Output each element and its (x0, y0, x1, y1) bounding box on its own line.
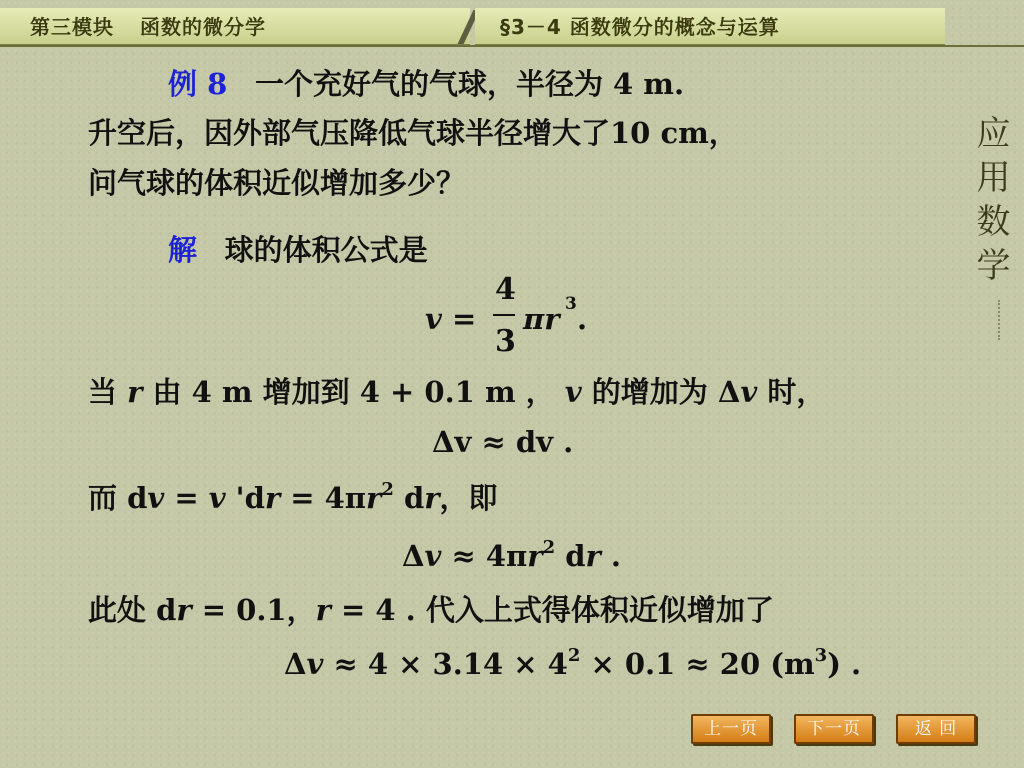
volume-formula (425, 272, 615, 367)
example-line-3: 问气球的体积近似增加多少？ (88, 166, 466, 200)
text-segment: 时， (757, 375, 826, 409)
var-r: r (315, 593, 331, 627)
text-segment: d (393, 481, 425, 515)
exponent: 3 (814, 645, 828, 667)
text-segment: 而 d (88, 481, 148, 515)
result-equation (284, 646, 861, 682)
substitution-line (88, 592, 774, 628)
formula-lhs: v = (425, 302, 477, 336)
text-segment: Δ (402, 539, 425, 573)
text-segment: = 0.1， (191, 593, 316, 627)
text-segment: 此处 d (88, 593, 177, 627)
text-segment: d (244, 481, 265, 515)
example-label: 例 8 (168, 67, 228, 101)
header-rule (0, 45, 1024, 47)
var-r: r (424, 481, 440, 515)
exponent: 2 (542, 537, 556, 559)
chapter-label: 函数的微分学 (140, 15, 266, 39)
side-decoration (998, 300, 1004, 340)
back-button[interactable]: 返 回 (896, 714, 976, 744)
solution-label: 解 (168, 233, 198, 267)
formula-exponent: 3 (565, 294, 577, 314)
text-segment: Δ (284, 647, 307, 681)
approx-equation-2 (402, 538, 621, 574)
text-segment: 由 4 m 增加到 4 + 0.1 m ， (142, 375, 565, 409)
text-segment: 的增加为 Δ (581, 375, 741, 409)
example-line-1 (168, 66, 684, 102)
var-r: r (127, 375, 143, 409)
prev-page-button[interactable]: 上一页 (691, 714, 771, 744)
var-r: r (527, 539, 543, 573)
formula-rhs: πr (523, 302, 560, 336)
text-segment: 当 (88, 375, 128, 409)
text-segment: ) . (827, 647, 862, 681)
var-r: r (264, 481, 281, 515)
text-segment: = 4 . 代入上式得体积近似增加了 (330, 593, 774, 627)
example-line-2: 升空后，因外部气压降低气球半径增大了10 cm， (88, 116, 738, 150)
text-segment: = 4π (280, 481, 367, 515)
next-page-button[interactable]: 下一页 (794, 714, 874, 744)
example-text-1: 一个充好气的气球，半径为 4 m. (254, 67, 685, 101)
formula-numerator: 4 (495, 272, 516, 307)
text-segment: ，即 (439, 481, 498, 515)
formula-period: . (577, 302, 588, 336)
fraction-bar (493, 314, 515, 316)
header-bar (0, 0, 1024, 45)
var-r: r (366, 481, 382, 515)
var-v: v (147, 481, 165, 515)
side-title: 应用数学 (970, 115, 1010, 291)
text-segment: . (600, 539, 621, 573)
var-r: r (585, 539, 601, 573)
text-segment: × 0.1 ≈ 20 (m (580, 647, 815, 681)
solution-intro: 球的体积公式是 (224, 233, 428, 267)
text-segment: ≈ 4 × 3.14 × 4 (323, 647, 568, 681)
differential-line (88, 480, 498, 516)
formula-denominator: 3 (495, 324, 516, 359)
var-r: r (176, 593, 192, 627)
exponent: 2 (567, 645, 581, 667)
text-segment: = (164, 481, 209, 515)
var-v-prime: v ' (208, 481, 245, 515)
module-label: 第三模块 (30, 15, 114, 39)
text-segment: ≈ 4π (441, 539, 528, 573)
text-segment: d (555, 539, 586, 573)
var-v: v (424, 539, 442, 573)
var-v: v (564, 375, 582, 409)
approx-equation-1: Δv ≈ dv . (432, 425, 574, 459)
section-title: §3－4 函数微分的概念与运算 (500, 15, 780, 39)
increment-line (88, 374, 825, 410)
var-v: v (740, 375, 758, 409)
solution-line (168, 232, 428, 268)
var-v: v (306, 647, 324, 681)
exponent: 2 (381, 479, 394, 501)
